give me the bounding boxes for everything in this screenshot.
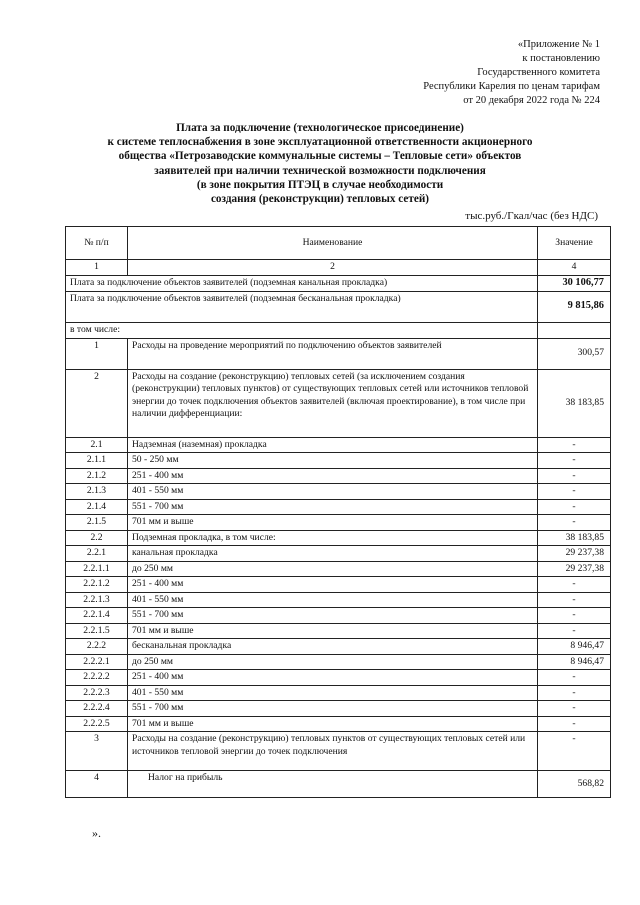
summary-value: 30 106,77	[538, 276, 611, 292]
row-number: 2.2.1.1	[66, 561, 128, 577]
title-line: к системе теплоснабжения в зоне эксплуатационной ответственности акционерного	[107, 136, 533, 149]
row-name: 551 - 700 мм	[128, 608, 538, 624]
row-name: Подземная прокладка, в том числе:	[128, 530, 538, 546]
row-name: 251 - 400 мм	[128, 468, 538, 484]
row-value: 300,57	[538, 338, 611, 369]
row-value: 29 237,38	[538, 546, 611, 562]
row-name: Расходы на создание (реконструкцию) тепловых сетей (за исключением создания (реконструкции) тепловых пунктов) от существующих тепловых сетей или источников тепловой энергии до точек подключения объектов заявителей (включая проектирование), в том числе при наличии дифференциации:	[128, 369, 538, 437]
row-number: 2.1.5	[66, 515, 128, 531]
summary-label: Плата за подключение объектов заявителей (подземная канальная прокладка)	[66, 276, 538, 292]
table-row	[66, 716, 611, 732]
fee-table	[65, 226, 611, 798]
row-name: 551 - 700 мм	[128, 701, 538, 717]
appendix-reference	[360, 38, 600, 108]
table-row	[66, 561, 611, 577]
summary-value: 9 815,86	[538, 291, 611, 322]
table-row	[66, 732, 611, 771]
row-value: 8 946,47	[538, 654, 611, 670]
row-value: 8 946,47	[538, 639, 611, 655]
appendix-line: от 20 декабря 2022 года № 224	[463, 95, 600, 106]
row-name: до 250 мм	[128, 654, 538, 670]
row-value: -	[538, 608, 611, 624]
row-value: -	[538, 732, 611, 771]
column-number: 2	[128, 260, 538, 276]
row-number: 2.2.1.5	[66, 623, 128, 639]
table-row	[66, 338, 611, 369]
document-title	[60, 121, 580, 206]
title-line: создания (реконструкции) тепловых сетей)	[210, 193, 430, 206]
row-value: 38 183,85	[538, 369, 611, 437]
row-value: -	[538, 670, 611, 686]
appendix-line: Республики Карелия по ценам тарифам	[423, 81, 600, 92]
table-row	[66, 592, 611, 608]
row-value: -	[538, 577, 611, 593]
row-value: -	[538, 453, 611, 469]
row-number: 2.2.2.3	[66, 685, 128, 701]
row-value: -	[538, 623, 611, 639]
table-row	[66, 530, 611, 546]
row-name: Налог на прибыль	[128, 771, 538, 798]
row-number: 2.1.2	[66, 468, 128, 484]
row-number: 2.2.2.5	[66, 716, 128, 732]
table-row	[66, 685, 611, 701]
row-number: 2.2.1.2	[66, 577, 128, 593]
including-row	[66, 322, 611, 338]
row-name: 701 мм и выше	[128, 716, 538, 732]
header-name: Наименование	[128, 227, 538, 260]
row-number: 2.2.1	[66, 546, 128, 562]
row-value: -	[538, 685, 611, 701]
row-value: -	[538, 701, 611, 717]
row-value: 29 237,38	[538, 561, 611, 577]
table-row	[66, 670, 611, 686]
header-value: Значение	[538, 227, 611, 260]
table-row	[66, 623, 611, 639]
row-name: 251 - 400 мм	[128, 670, 538, 686]
column-number: 1	[66, 260, 128, 276]
table-row	[66, 437, 611, 453]
row-name: 401 - 550 мм	[128, 484, 538, 500]
table-row	[66, 639, 611, 655]
row-name: 701 мм и выше	[128, 515, 538, 531]
row-name: бесканальная прокладка	[128, 639, 538, 655]
row-number: 2.2	[66, 530, 128, 546]
table-row	[66, 499, 611, 515]
row-name: 401 - 550 мм	[128, 592, 538, 608]
title-line: Плата за подключение (технологическое присоединение)	[176, 122, 464, 134]
table-row	[66, 771, 611, 798]
row-number: 4	[66, 771, 128, 798]
row-number: 2.2.2.2	[66, 670, 128, 686]
row-value: -	[538, 716, 611, 732]
row-number: 3	[66, 732, 128, 771]
row-number: 2	[66, 369, 128, 437]
table-row	[66, 484, 611, 500]
row-name: до 250 мм	[128, 561, 538, 577]
row-number: 2.2.2.4	[66, 701, 128, 717]
table-row	[66, 453, 611, 469]
table-row	[66, 654, 611, 670]
table-row	[66, 701, 611, 717]
table-header-row	[66, 227, 611, 260]
row-value: 38 183,85	[538, 530, 611, 546]
table-row	[66, 515, 611, 531]
table-row	[66, 369, 611, 437]
title-line: заявителей при наличии технической возможности подключения	[154, 164, 486, 177]
row-number: 2.2.2	[66, 639, 128, 655]
row-number: 2.2.1.4	[66, 608, 128, 624]
column-number: 4	[538, 260, 611, 276]
row-value: 568,82	[538, 771, 611, 798]
row-name: 401 - 550 мм	[128, 685, 538, 701]
summary-row	[66, 291, 611, 322]
row-value: -	[538, 484, 611, 500]
table-row	[66, 468, 611, 484]
row-value: -	[538, 499, 611, 515]
table-row	[66, 608, 611, 624]
table-row	[66, 577, 611, 593]
row-value: -	[538, 437, 611, 453]
row-name: канальная прокладка	[128, 546, 538, 562]
row-name: 701 мм и выше	[128, 623, 538, 639]
title-line: (в зоне покрытия ПТЭЦ в случае необходимости	[196, 178, 444, 191]
table-row	[66, 546, 611, 562]
appendix-line: «Приложение № 1	[517, 39, 600, 50]
summary-row	[66, 276, 611, 292]
row-name: 50 - 250 мм	[128, 453, 538, 469]
row-value: -	[538, 515, 611, 531]
empty-cell	[538, 322, 611, 338]
appendix-line: Государственного комитета	[477, 67, 600, 78]
row-number: 2.1	[66, 437, 128, 453]
row-name: Расходы на создание (реконструкцию) тепловых пунктов от существующих тепловых сетей или источников тепловой энергии до точек подключения	[128, 732, 538, 771]
row-name: 551 - 700 мм	[128, 499, 538, 515]
row-name: Расходы на проведение мероприятий по подключению объектов заявителей	[128, 338, 538, 369]
row-number: 2.1.4	[66, 499, 128, 515]
closing-quote: ».	[92, 826, 101, 840]
units-label: тыс.руб./Гкал/час (без НДС)	[465, 210, 598, 222]
row-number: 2.1.3	[66, 484, 128, 500]
summary-label: Плата за подключение объектов заявителей (подземная бесканальная прокладка)	[66, 291, 538, 322]
row-number: 2.2.1.3	[66, 592, 128, 608]
row-name: 251 - 400 мм	[128, 577, 538, 593]
including-label: в том числе:	[66, 322, 538, 338]
header-number: № п/п	[66, 227, 128, 260]
column-number-row	[66, 260, 611, 276]
title-line: общества «Петрозаводские коммунальные системы – Тепловые сети» объектов	[118, 150, 522, 163]
appendix-line: к постановлению	[522, 53, 600, 64]
row-name: Надземная (наземная) прокладка	[128, 437, 538, 453]
row-number: 1	[66, 338, 128, 369]
row-number: 2.2.2.1	[66, 654, 128, 670]
row-value: -	[538, 592, 611, 608]
row-number: 2.1.1	[66, 453, 128, 469]
row-value: -	[538, 468, 611, 484]
